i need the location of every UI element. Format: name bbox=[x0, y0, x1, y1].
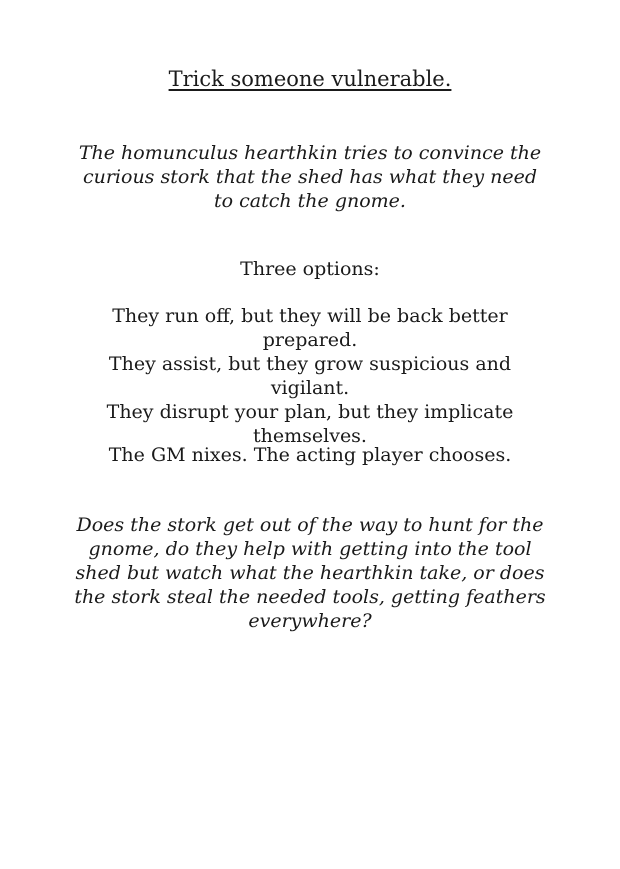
option-item: They disrupt your plan, but they implicate themselves. bbox=[106, 401, 514, 447]
option-item: They assist, but they grow suspicious and vigilant. bbox=[108, 353, 512, 399]
options-list bbox=[70, 304, 550, 448]
options-heading: Three options: bbox=[240, 258, 380, 280]
scenario-text: The homunculus hearthkin tries to convince the curious stork that the shed has what they need to catch the gnome. bbox=[78, 142, 542, 212]
card-title: Trick someone vulnerable. bbox=[168, 67, 452, 91]
question-text: Does the stork get out of the way to hunt for the gnome, do they help with getting into the tool shed but watch what the hearthkin take, or does the stork steal the needed tools, getting feathers everywhere? bbox=[74, 514, 546, 632]
rule-text: The GM nixes. The acting player chooses. bbox=[108, 444, 512, 466]
option-item: They run off, but they will be back better prepared. bbox=[112, 305, 508, 351]
